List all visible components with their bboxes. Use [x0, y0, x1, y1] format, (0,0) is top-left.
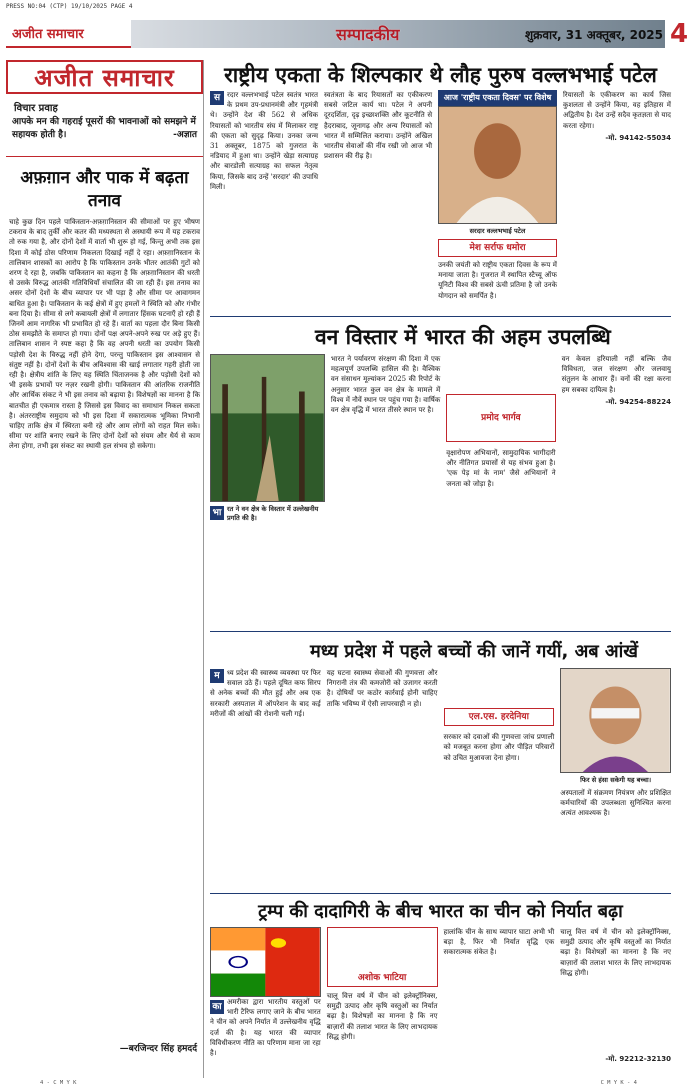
dropcap: का — [210, 1000, 224, 1014]
editorial-signature: —बरजिन्दर सिंह हमदर्द — [119, 1044, 197, 1054]
article-column: हालांकि चीन के साथ व्यापार घाटा अभी भी बड़ा है, फिर भी निर्यात वृद्धि एक सकारात्मक संकेत है। — [443, 928, 555, 957]
article-headline: ट्रम्प की दादागिरी के बीच भारत का चीन को निर्यात बढ़ा — [258, 901, 623, 922]
masthead: अजीत समाचार — [6, 60, 203, 94]
article-text: उनकी जयंती को राष्ट्रीय एकता दिवस के रूप में मनाया जाता है। गुजरात में स्थापित स्टैच्यू ऑफ यूनिटी विश्व की सबसे ऊंची प्रतिमा है जो उनके योगदान को समर्पित है। — [438, 260, 557, 300]
article-text: वृक्षारोपण अभियानों, सामुदायिक भागीदारी और नीतिगत प्रयासों से यह संभव हुआ है। 'एक पेड़ मां के नाम' जैसे अभियानों ने जनता को जोड़ा है। — [446, 449, 556, 488]
article-column: यह घटना स्वास्थ्य सेवाओं की गुणवत्ता और निगरानी तंत्र की कमजोरी को उजागर करती है। दोषियों पर कठोर कार्रवाई होनी चाहिए ताकि भविष्य में ऐसी लापरवाही न हो। — [326, 669, 438, 708]
photo-column — [560, 668, 671, 886]
print-strip: PRESS NO:04 (CTP) 19/10/2025 PAGE 4 — [6, 3, 133, 10]
photo-caption: रत ने वन क्षेत्र के विस्तार में उल्लेखनीय प्रगति की है। — [227, 505, 319, 522]
article-headline: राष्ट्रीय एकता के शिल्पकार थे लौह पुरुष वल्लभभाई पटेल — [224, 63, 657, 87]
dropcap: भा — [210, 506, 224, 520]
editorial-body: चाहे कुछ दिन पहले पाकिस्तान-अफ़ग़ानिस्तान की सीमाओं पर हुए भीषण टकराव के बाद तुर्की और कतर की मध्यस्थता से अस्थायी रूप में यह टकराव तो रुक गया है, और दोनों देशों में वार्ता भी शुरू हो गई, किन्तु अभी तक इस दिशा में कोई ठोस परिणाम निकलता दिखाई नहीं दे रहा। अफ़ग़ानिस्तान के तालिबान शासकों का आरोप है कि पाकिस्तान उनके भीतर आतंकी गुटों को शरण दे रहा है, जबकि पाकिस्तान का कहना है कि अफ़ग़ानिस्तान की धरती से उसके विरुद्ध आतंकी गतिविधियाँ संचालित की जा रही हैं। इस तनाव का असर दोनों देशों के बीच व्यापार पर भी पड़ा है और सीमा पर आवागमन बाधित हुआ है। पाकिस्तान के कई क्षेत्रों में हुए हमलों ने स्थिति को और गंभीर बना दिया है। सीमा से लगे कबायली क्षेत्रों में लगातार हिंसक घटनाएँ हो रही हैं जिनमें आम नागरिक भी प्रभावित हो रहे हैं। वार्ता का पहला दौर बिना किसी ठोस समझौते के समाप्त हो गया। दोनों पक्ष अपने-अपने रुख पर अड़े हुए हैं। तालिबान शासन ने स्पष्ट कहा है कि वह अपनी धरती का उपयोग किसी पड़ोसी देश के विरुद्ध नहीं होने देगा, परन्तु पाकिस्तान इस आश्वासन से संतुष्ट नहीं है। दोनों देशों के बीच अविश्वास की खाई लगातार गहरी होती जा रही है। क्षेत्रीय शांति के लिए यह स्थिति चिंताजनक है और पड़ोसी देशों को भी इसके प्रभावों पर नज़र रखनी होगी। पाकिस्तान की आंतरिक राजनीति और आर्थिक संकट ने भी इस तनाव को बढ़ाया है। विशेषज्ञों का मानना है कि बातचीत ही एकमात्र रास्ता है जिससे इस विवाद का समाधान निकल सकता है। अंतरराष्ट्रीय समुदाय को भी इस दिशा में सकारात्मक भूमिका निभानी चाहिए ताकि क्षेत्र में स्थिरता बनी रहे और आम लोगों को राहत मिल सके। सीमा पर शांति बनाए रखने के लिए दोनों देशों को संयम और धैर्य से काम लेना होगा, तभी इस संकट का स्थायी हल संभव हो सकेगा। — [9, 218, 200, 451]
article-trump — [210, 897, 671, 1077]
photo-column — [438, 90, 557, 308]
article-column: स्वतंत्रता के बाद रियासतों का एकीकरण सबसे जटिल कार्य था। पटेल ने अपनी दूरदर्शिता, दृढ़ इच्छाशक्ति और कूटनीति से हैदराबाद, जूनागढ़ और अन्य रियासतों को भारत में सम्मिलित कराया। उन्होंने अखिल भारतीय सेवाओं की नींव रखी जो आज भी प्रशासन की रीढ़ है। — [324, 91, 433, 161]
article-text: सरकार को दवाओं की गुणवत्ता जांच प्रणाली को मजबूत करना होगा और पीड़ित परिवारों को उचित मुआवजा देना होगा। — [443, 733, 555, 762]
forest-photo — [210, 354, 325, 502]
author-contact: -मो. 92212-32130 — [605, 1055, 671, 1063]
article-text: भारत ने पर्यावरण संरक्षण की दिशा में एक महत्वपूर्ण उपलब्धि हासिल की है। वैश्विक वन संसाधन मूल्यांकन 2025 की रिपोर्ट के अनुसार भारत कुल वन क्षेत्र के मामले में विश्व में नौवें स्थान पर पहुंच गया है। वार्षिक वन क्षेत्र वृद्धि में भारत तीसरे स्थान पर है। — [330, 355, 441, 415]
article-text: अमरीका द्वारा भारतीय वस्तुओं पर भारी टैरिफ लगाए जाने के बीच भारत ने चीन को अपने निर्यात में उल्लेखनीय वृद्धि दर्ज की है। यह भारत की व्यापार विविधीकरण नीति का परिणाम माना जा रहा है। — [210, 998, 321, 1058]
special-banner: आज 'राष्ट्रीय एकता दिवस' पर विशेष — [438, 90, 557, 106]
page-title: सम्पादकीय — [336, 25, 400, 44]
patel-portrait — [438, 106, 557, 224]
article-column — [444, 668, 555, 886]
author-byline: प्रमोद भार्गव — [446, 394, 555, 442]
quote-author: -अज्ञात — [173, 130, 197, 140]
photo-column — [210, 927, 321, 1072]
print-footer — [0, 1080, 677, 1089]
quote-text: आपके मन की गहराई पूसरों की भावनाओं को समझने में सहायक होती है। — [12, 117, 196, 140]
article-mp — [210, 636, 671, 892]
footer-left: 4 - C M Y K — [40, 1080, 77, 1086]
author-byline: मेश सर्राफ धमोरा — [438, 239, 557, 257]
article-forest — [210, 320, 671, 630]
section-label: विचार प्रवाह — [14, 103, 58, 114]
page-header — [6, 14, 689, 54]
author-contact: -मो. 94142-55034 — [605, 133, 671, 142]
photo-column — [210, 354, 325, 624]
dropcap: म — [210, 669, 224, 683]
author-byline: एल.एस. हरदेनिया — [444, 708, 555, 726]
thought-quote — [6, 116, 203, 142]
divider — [210, 316, 671, 317]
article-text: अस्पतालों में संक्रमण नियंत्रण और प्रशिक्षित कर्मचारियों की उपलब्धता सुनिश्चित करना अत्यंत आवश्यक है। — [560, 788, 671, 817]
article-column — [210, 668, 321, 886]
author-byline: अशोक भाटिया — [327, 927, 438, 987]
article-patel — [210, 60, 671, 315]
editorial-column — [6, 60, 204, 1078]
article-column — [331, 354, 440, 624]
article-column — [327, 927, 438, 1072]
author-contact: -मो. 94254-88224 — [605, 397, 671, 406]
photo-caption: सरदार वल्लभभाई पटेल — [469, 227, 526, 236]
section-name: अजीत समाचार — [6, 20, 131, 48]
article-column — [563, 90, 671, 308]
divider — [210, 631, 671, 632]
editorial-title: अफ़ग़ान और पाक में बढ़ता तनाव — [6, 156, 203, 211]
dropcap: स — [210, 91, 224, 105]
article-column — [560, 927, 671, 1072]
article-column — [210, 90, 318, 308]
article-text: रियासतों के एकीकरण का कार्य जिस कुशलता से उन्होंने किया, वह इतिहास में अद्वितीय है। देश उन्हें सदैव कृतज्ञता से याद करता रहेगा। — [562, 91, 671, 130]
article-headline: मध्य प्रदेश में पहले बच्चों की जानें गयीं, अब आंखें — [310, 641, 639, 662]
article-text: वन केवल हरियाली नहीं बल्कि जैव विविधता, जल संरक्षण और जलवायु संतुलन के आधार हैं। वनों की रक्षा करना हम सबका दायित्व है। — [561, 355, 671, 394]
article-text: रदार वल्लभभाई पटेल स्वतंत्र भारत के प्रथम उप-प्रधानमंत्री और गृहमंत्री थे। उन्होंने देश की 562 से अधिक रियासतों को भारतीय संघ में मिलाकर राष्ट्र की एकता को सुदृढ़ किया। उनका जन्म 31 अक्तूबर, 1875 को गुजरात के नडियाद में हुआ था। उन्होंने खेड़ा सत्याग्रह और बारडोली सत्याग्रह का सफल नेतृत्व किया, जिसके बाद उन्हें 'सरदार' की उपाधि मिली। — [210, 91, 319, 191]
footer-right: C M Y K - 4 — [600, 1080, 637, 1086]
article-column — [562, 354, 671, 624]
page-number: 4 — [665, 17, 693, 51]
flags-photo — [210, 927, 321, 997]
header-band — [131, 19, 689, 49]
child-photo — [560, 668, 671, 773]
article-text: चालू वित्त वर्ष में चीन को इलेक्ट्रॉनिक्स, समुद्री उत्पाद और कृषि वस्तुओं का निर्यात बढ़ा है। विशेषज्ञों का मानना है कि नए बाज़ारों की तलाश भारत के लिए लाभदायक सिद्ध होगी। — [326, 992, 438, 1041]
article-headline: वन विस्तार में भारत की अहम उपलब्धि — [315, 325, 611, 349]
article-text: चालू वित्त वर्ष में चीन को इलेक्ट्रॉनिक्स, समुद्री उत्पाद और कृषि वस्तुओं का निर्यात बढ़ा है। विशेषज्ञों का मानना है कि नए बाज़ारों की तलाश भारत के लिए लाभदायक सिद्ध होगी। — [560, 928, 671, 977]
issue-date: शुक्रवार, 31 अक्तूबर, 2025 — [524, 27, 663, 42]
divider — [210, 893, 671, 894]
photo-caption: फिर से हंसा सकेगी यह बच्चा। — [580, 776, 652, 784]
article-column — [446, 354, 555, 624]
article-text: ध्य प्रदेश की स्वास्थ्य व्यवस्था पर फिर सवाल उठे हैं। पहले दूषित कफ सिरप से अनेक बच्चों की मौत हुई और अब एक सरकारी अस्पताल में ऑपरेशन के बाद कई मरीजों की आंखों की रोशनी चली गई। — [210, 669, 321, 718]
